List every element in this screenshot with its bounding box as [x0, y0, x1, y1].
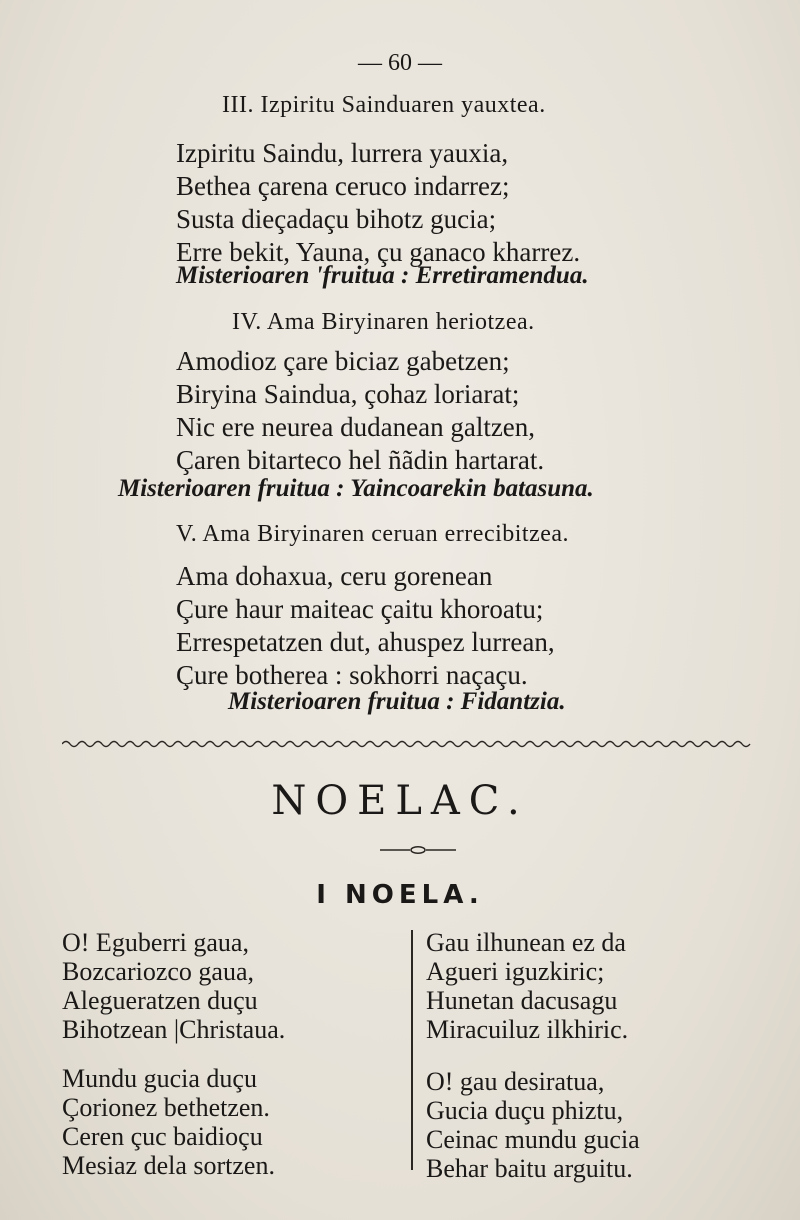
verse-line: Erre bekit, Yauna, çu ganaco kharrez. — [176, 237, 581, 267]
noela-right-stanza-2 — [426, 1067, 640, 1183]
verse-line: Çure haur maiteac çaitu khoroatu; — [176, 594, 544, 624]
stanza-iv — [176, 345, 544, 477]
column-divider — [411, 930, 413, 1170]
stanza-v — [176, 560, 555, 692]
verse-line: Ceinac mundu gucia — [426, 1125, 640, 1154]
small-rule-ornament — [380, 844, 456, 856]
page-number: — 60 — — [358, 50, 442, 76]
verse-line: Izpiritu Saindu, lurrera yauxia, — [176, 138, 509, 168]
noelac-title: NOELAC. — [271, 778, 529, 824]
verse-line: Ceren çuc baidioçu — [62, 1122, 263, 1151]
verse-line: Nic ere neurea dudanean galtzen, — [176, 412, 536, 442]
stanza-iii — [176, 137, 580, 269]
verse-line: Çure botherea : sokhorri naçaçu. — [176, 660, 528, 690]
mystery-fruit-v: Misterioaren fruitua : Fidantzia. — [228, 688, 566, 715]
verse-line: Çorionez bethetzen. — [62, 1093, 270, 1122]
verse-line: Ama dohaxua, ceru gorenean — [176, 561, 493, 591]
mystery-fruit-iii: Misterioaren 'fruitua : Erretiramendua. — [176, 262, 589, 289]
verse-line: Alegueratzen duçu — [62, 986, 258, 1015]
verse-line: Biryina Saindua, çohaz loriarat; — [176, 379, 520, 409]
verse-line: Çaren bitarteco hel ñãdin hartarat. — [176, 445, 545, 475]
noela-right-stanza-1 — [426, 928, 628, 1044]
noela-left-stanza-2 — [62, 1064, 275, 1180]
verse-line: Gucia duçu phiztu, — [426, 1096, 624, 1125]
verse-line: Susta dieçadaçu bihotz gucia; — [176, 204, 497, 234]
verse-line: O! gau desiratua, — [426, 1067, 605, 1096]
verse-line: Amodioz çare biciaz gabetzen; — [176, 346, 510, 376]
mystery-fruit-iv: Misterioaren fruitua : Yaincoarekin batasuna. — [118, 475, 594, 502]
verse-line: Bethea çarena ceruco indarrez; — [176, 171, 510, 201]
verse-line: Miracuiluz ilkhiric. — [426, 1015, 629, 1044]
section-heading-iv: IV. Ama Biryinaren heriotzea. — [232, 309, 535, 335]
verse-line: Agueri iguzkiric; — [426, 957, 605, 986]
verse-line: Hunetan dacusagu — [426, 986, 618, 1015]
wavy-rule-ornament — [62, 738, 752, 750]
verse-line: Mundu gucia duçu — [62, 1064, 257, 1093]
verse-line: Behar baitu arguitu. — [426, 1154, 633, 1183]
verse-line: Gau ilhunean ez da — [426, 928, 626, 957]
noela-left-stanza-1 — [62, 928, 285, 1044]
verse-line: Mesiaz dela sortzen. — [62, 1151, 275, 1180]
section-heading-iii: III. Izpiritu Sainduaren yauxtea. — [222, 92, 546, 118]
verse-line: Bihotzean |Christaua. — [62, 1015, 286, 1044]
verse-line: Bozcariozco gaua, — [62, 957, 255, 986]
noela-subtitle: I NOELA. — [316, 880, 484, 910]
section-heading-v: V. Ama Biryinaren ceruan errecibitzea. — [176, 521, 570, 547]
verse-line: Errespetatzen dut, ahuspez lurrean, — [176, 627, 555, 657]
verse-line: O! Eguberri gaua, — [62, 928, 249, 957]
